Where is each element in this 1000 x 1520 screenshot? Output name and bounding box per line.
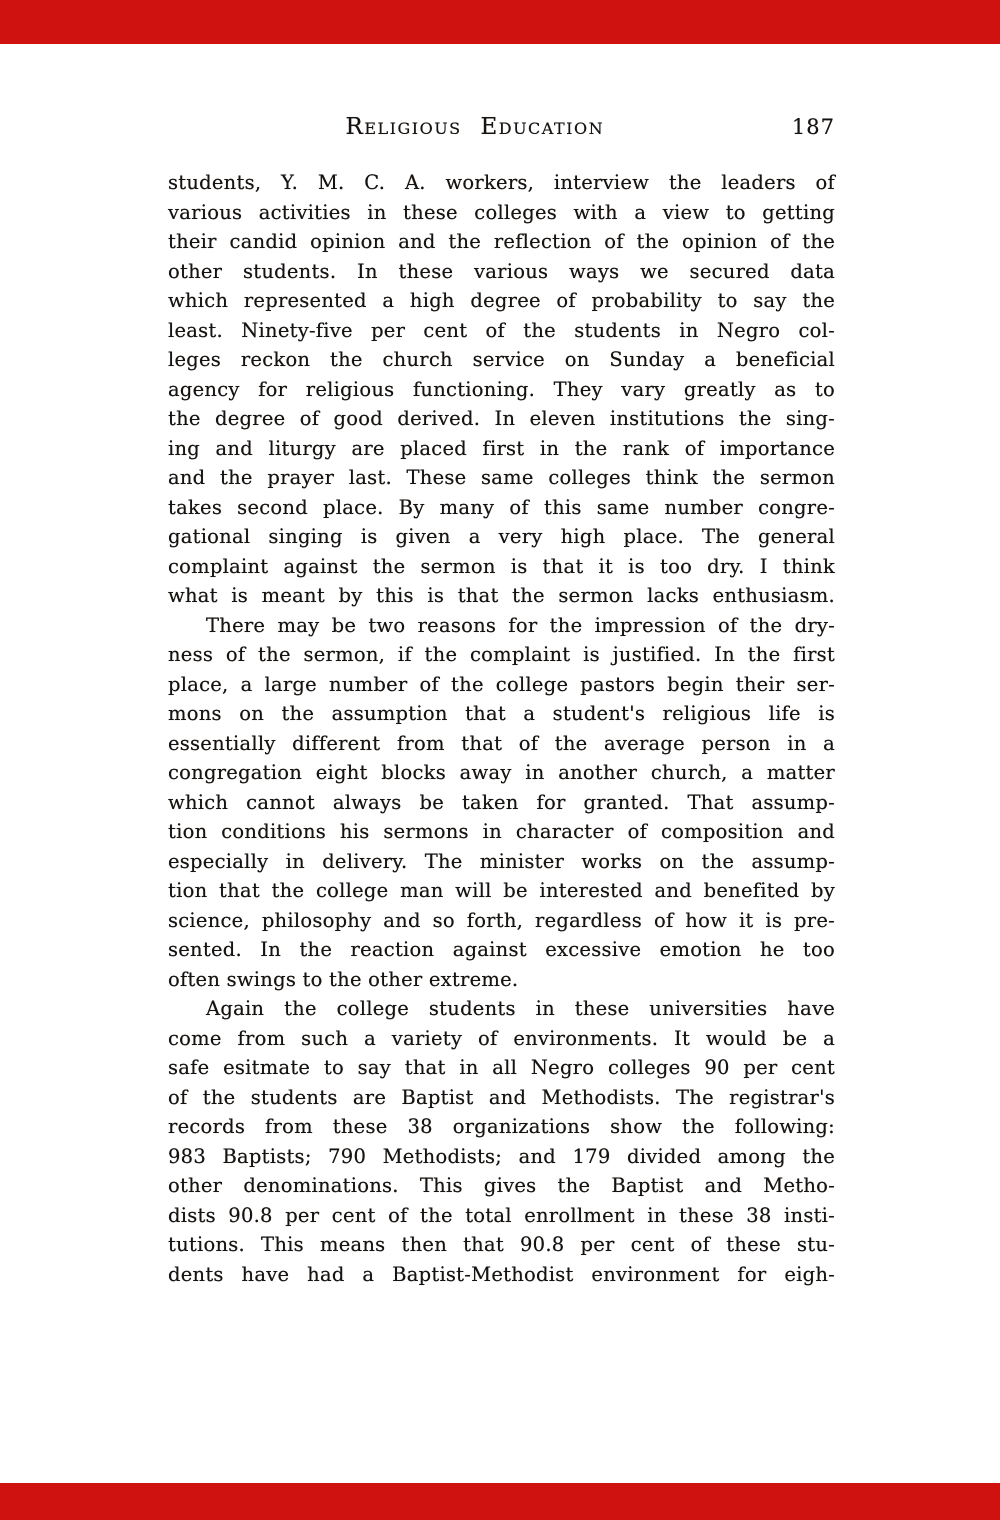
text-line: takes second place. By many of this same number congre- (168, 495, 835, 519)
text-line: place, a large number of the college pastors begin their ser- (168, 672, 835, 696)
body-text (168, 168, 835, 1289)
text-line: come from such a variety of environments. It would be a (168, 1026, 835, 1050)
text-line: which cannot always be taken for granted. That assump- (168, 790, 835, 814)
text-line: dents have had a Baptist-Methodist environment for eigh- (168, 1262, 835, 1286)
text-line: congregation eight blocks away in another church, a matter (168, 761, 835, 784)
text-line: dists 90.8 per cent of the total enrollment in these 38 insti- (168, 1203, 835, 1227)
running-title: Religious Education (345, 114, 605, 140)
text-line: various activities in these colleges with a view to getting (168, 200, 835, 224)
text-line: of the students are Baptist and Methodists. The registrar's (168, 1085, 835, 1109)
scan-edge-top (0, 0, 1000, 44)
text-line: students, Y. M. C. A. workers, interview the leaders of (168, 171, 835, 194)
text-line: essentially different from that of the average person in a (168, 731, 835, 755)
page-header (168, 114, 835, 146)
text-line: agency for religious functioning. They vary greatly as to (168, 377, 835, 401)
text-line: Again the college students in these universities have (206, 997, 835, 1020)
text-line: other students. In these various ways we secured data (168, 259, 835, 283)
text-line: tion conditions his sermons in character of composition and (168, 820, 835, 843)
page-number: 187 (791, 115, 835, 139)
text-line: mons on the assumption that a student's religious life is (168, 702, 835, 725)
text-line: science, philosophy and so forth, regardless of how it is pre- (168, 908, 835, 932)
text-line: complaint against the sermon is that it is too dry. I think (168, 554, 835, 578)
text-line: often swings to the other extreme. (168, 967, 519, 991)
text-line: There may be two reasons for the impression of the dry- (206, 613, 835, 637)
text-line: what is meant by this is that the sermon lacks enthusiasm. (168, 584, 835, 607)
text-line: sented. In the reaction against excessive emotion he too (168, 938, 835, 961)
text-line: ing and liturgy are placed first in the rank of importance (168, 436, 835, 460)
text-line: records from these 38 organizations show the following: (168, 1115, 835, 1138)
text-line: their candid opinion and the reflection of the opinion of the (168, 230, 835, 253)
text-line: gational singing is given a very high place. The general (168, 525, 835, 548)
text-line: and the prayer last. These same colleges think the sermon (168, 466, 835, 489)
text-line: other denominations. This gives the Baptist and Metho- (168, 1174, 835, 1197)
text-line: especially in delivery. The minister works on the assump- (168, 849, 835, 873)
scan-edge-bottom (0, 1483, 1000, 1520)
text-line: leges reckon the church service on Sunday a beneficial (168, 348, 835, 371)
text-line: safe esitmate to say that in all Negro colleges 90 per cent (168, 1056, 835, 1079)
text-line: tutions. This means then that 90.8 per cent of these stu- (168, 1233, 835, 1256)
text-line: ness of the sermon, if the complaint is justified. In the first (168, 643, 835, 666)
text-line: least. Ninety-five per cent of the students in Negro col- (168, 318, 835, 342)
text-line: tion that the college man will be interested and benefited by (168, 879, 835, 902)
text-line: which represented a high degree of probability to say the (168, 289, 835, 312)
text-line: the degree of good derived. In eleven institutions the sing- (168, 407, 835, 430)
text-line: 983 Baptists; 790 Methodists; and 179 divided among the (168, 1144, 835, 1168)
